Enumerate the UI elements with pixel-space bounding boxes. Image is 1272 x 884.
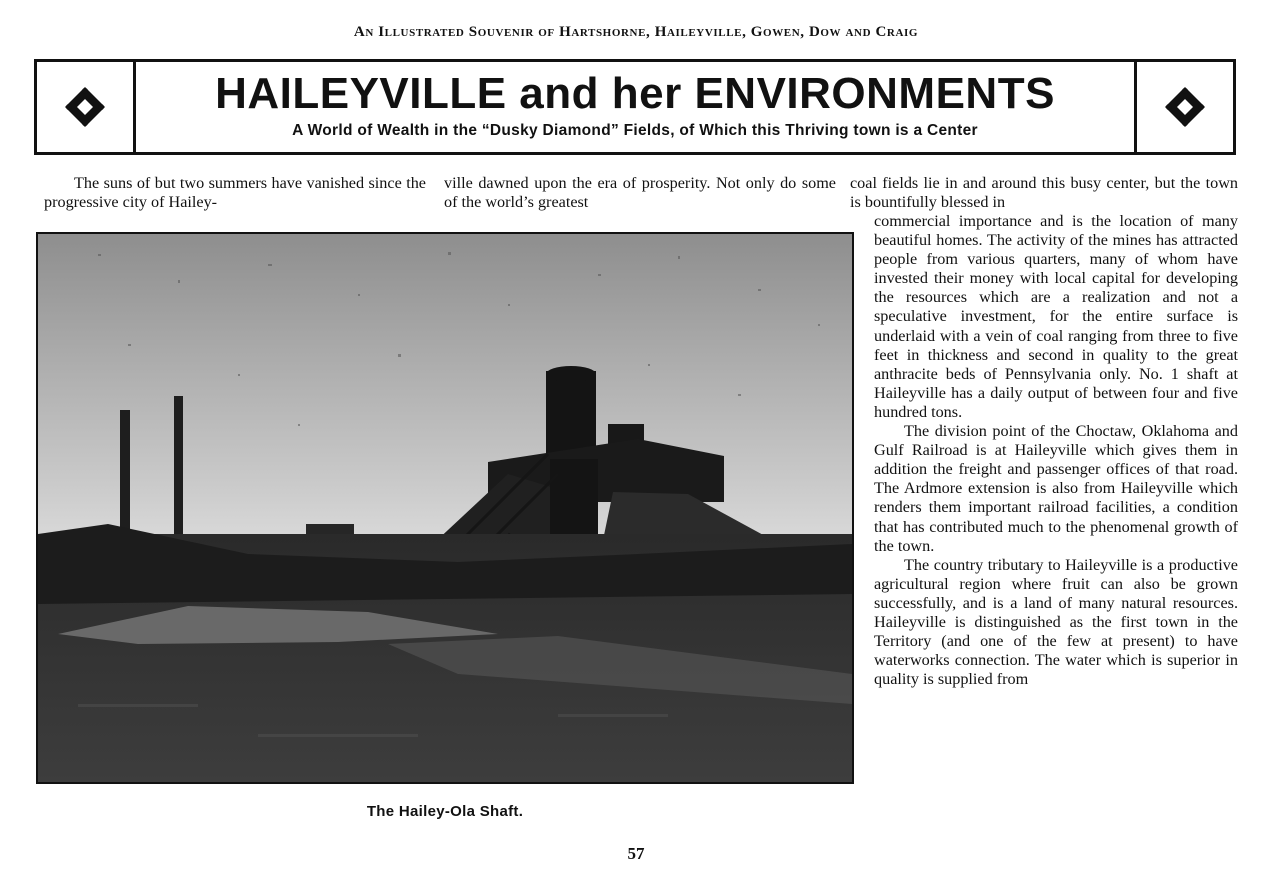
- diamond-ornament-icon: [65, 87, 105, 127]
- article-column-1: [44, 174, 426, 212]
- page-title: HAILEYVILLE and her ENVIRONMENTS: [215, 69, 1055, 118]
- mine-shaft-photo: [36, 232, 854, 784]
- banner-ornament-left: [37, 62, 136, 152]
- article-paragraph: coal fields lie in and around this busy center, but the town is bountifully blessed in: [850, 174, 1238, 212]
- mine-shaft-illustration: [38, 234, 852, 782]
- running-head: An Illustrated Souvenir of Hartshorne, Haileyville, Gowen, Dow and Craig: [353, 24, 919, 40]
- page-number: 57: [627, 844, 645, 863]
- article-paragraph: ville dawned upon the era of prosperity. Not only do some of the world’s greatest: [444, 174, 836, 212]
- article-paragraph: The division point of the Choctaw, Oklahoma and Gulf Railroad is at Haileyville which gives them in addition the freight and passenger offices of that road. The Ardmore extension is also from Haileyville which renders them important railroad facilities, a condition that has contributed much to the phenomenal growth of the town.: [874, 422, 1238, 555]
- banner-ornament-right: [1134, 62, 1233, 152]
- article-paragraph: commercial importance and is the location of many beautiful homes. The activity of the mines has attracted people from various quarters, many of whom have invested their money with local capital for developing the resources which are a realization and not a speculative investment, for the entire surface is underlaid with a vein of coal ranging from three to five feet in thickness and second in quality to the great anthracite beds of Pennsylvania only. No. 1 shaft at Haileyville has a daily output of between four and five hundred tons.: [874, 212, 1238, 421]
- article-column-2: [444, 174, 836, 212]
- article-column-3: [874, 212, 1238, 689]
- article-column-3-top: [850, 174, 1238, 212]
- article-paragraph: The country tributary to Haileyville is a productive agricultural region where fruit can also be grown successfully, and is a land of many natural resources. Haileyville is distinguished as the first town in the Territory (and one of the few at present) to have waterworks connection. The water which is superior in quality is supplied from: [874, 555, 1238, 689]
- page-subtitle: A World of Wealth in the “Dusky Diamond” Fields, of Which this Thriving town is a Center: [292, 122, 978, 139]
- article-paragraph: The suns of but two summers have vanished since the progressive city of Hailey-: [44, 174, 426, 212]
- photo-caption: The Hailey-Ola Shaft.: [366, 803, 524, 820]
- title-banner: [34, 59, 1236, 155]
- diamond-ornament-icon: [1165, 87, 1205, 127]
